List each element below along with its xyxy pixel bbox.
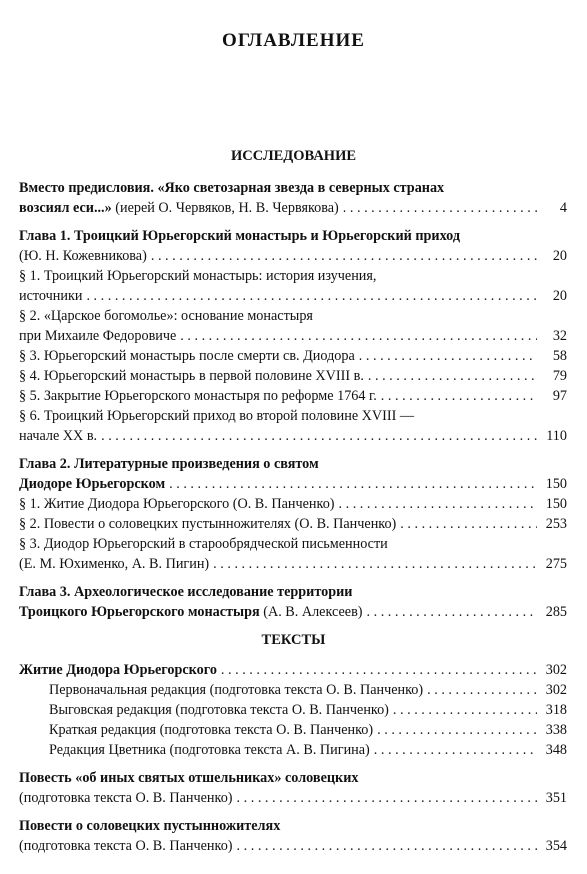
leader-dots	[427, 680, 537, 700]
toc-entry-ch1-s3[interactable]	[19, 346, 567, 366]
toc-entry-text: Краткая редакция (подготовка текста О. В. Панченко)	[49, 722, 374, 738]
toc-entry-preface-line1: Вместо предисловия. «Яко светозарная звезда в северных странах	[19, 180, 445, 196]
page-number: 20	[552, 248, 567, 264]
page-number: 97	[552, 388, 567, 404]
toc-entry-text: § 3. Юрьегорский монастырь после смерти св. Диодора	[19, 348, 355, 364]
leader-dots	[381, 386, 537, 406]
page-number: 275	[545, 556, 567, 572]
leader-dots	[169, 474, 537, 494]
toc-entry-ch3-title: Глава 3. Археологическое исследование территории	[19, 584, 353, 600]
page-number: 302	[545, 662, 567, 678]
toc-entry-text: § 5. Закрытие Юрьегорского монастыря по реформе 1764 г.	[19, 388, 377, 404]
leader-dots	[213, 554, 537, 574]
toc-entry-text: Первоначальная редакция (подготовка текста О. В. Панченко)	[49, 682, 424, 698]
toc-research	[19, 178, 567, 622]
toc-entry-tale1-title: Повесть «об иных святых отшельниках» соловецких	[19, 770, 359, 786]
leader-dots	[374, 740, 537, 760]
page-number: 338	[545, 722, 567, 738]
page-number: 150	[545, 476, 567, 492]
toc-entry-life[interactable]	[19, 660, 567, 680]
toc-entry-ch1-s2-line1: § 2. «Царское богомолье»: основание монастыря	[19, 308, 313, 324]
page-number: 20	[552, 288, 567, 304]
toc-entry-ch1-s5[interactable]	[19, 386, 567, 406]
page-number: 354	[545, 838, 567, 854]
toc-entry-ch3-line2-bold: Троицкого Юрьегорского монастыря	[19, 604, 260, 620]
toc-entry-ch1-s6[interactable]	[19, 426, 567, 446]
page-number: 110	[546, 428, 567, 444]
leader-dots	[343, 198, 537, 218]
toc-entry-life-r2[interactable]	[19, 700, 567, 720]
leader-dots	[359, 346, 537, 366]
leader-dots	[393, 700, 537, 720]
toc-entry-ch2-title: Глава 2. Литературные произведения о святом	[19, 456, 319, 472]
toc-entry-text: Выговская редакция (подготовка текста О. В. Панченко)	[49, 702, 389, 718]
toc-entry-preface-line2-bold: возсиял еси...»	[19, 200, 112, 216]
toc-entry-tale2[interactable]	[19, 836, 567, 856]
toc-entry-tale1[interactable]	[19, 788, 567, 808]
toc-entry-text: при Михаиле Федоровиче	[19, 328, 177, 344]
toc-entry-life-r3[interactable]	[19, 720, 567, 740]
page-number: 4	[559, 200, 567, 216]
toc-entry-ch1-s4[interactable]	[19, 366, 567, 386]
toc-entry-text: (подготовка текста О. В. Панченко)	[19, 838, 233, 854]
toc-entry-preface[interactable]	[19, 198, 567, 218]
toc-entry-preface-authors: (иерей О. Червяков, Н. В. Червякова)	[111, 200, 339, 216]
section-title-texts: ТЕКСТЫ	[261, 632, 326, 648]
toc-entry-text: (подготовка текста О. В. Панченко)	[19, 790, 233, 806]
leader-dots	[368, 366, 537, 386]
leader-dots	[237, 788, 537, 808]
toc-entry-ch2[interactable]	[19, 474, 567, 494]
page-number: 348	[545, 742, 567, 758]
toc-entry-ch1-s2[interactable]	[19, 326, 567, 346]
page-number: 302	[545, 682, 567, 698]
toc-entry-ch1-title: Глава 1. Троицкий Юрьегорский монастырь и Юрьегорский приход	[19, 228, 461, 244]
toc-entry-ch1-s6-line1: § 6. Троицкий Юрьегорский приход во второй половине XVIII —	[19, 408, 415, 424]
toc-entry-text: начале XX в.	[19, 428, 98, 444]
page-number: 253	[545, 516, 567, 532]
page-number: 58	[552, 348, 567, 364]
toc-entry-ch2-s3[interactable]	[19, 554, 567, 574]
toc-texts	[19, 660, 567, 856]
page-number: 150	[545, 496, 567, 512]
section-title-research: ИССЛЕДОВАНИЕ	[230, 148, 357, 164]
toc-entry-ch2-s1[interactable]	[19, 494, 567, 514]
leader-dots	[377, 720, 537, 740]
toc-entry-text: источники	[19, 288, 83, 304]
page-number: 285	[545, 604, 567, 620]
toc-entry-text: § 1. Житие Диодора Юрьегорского (О. В. Панченко)	[19, 496, 335, 512]
leader-dots	[221, 660, 537, 680]
toc-entry-ch1[interactable]	[19, 246, 567, 266]
leader-dots	[367, 602, 538, 622]
leader-dots	[237, 836, 537, 856]
toc-entry-text: Житие Диодора Юрьегорского	[19, 662, 217, 678]
leader-dots	[339, 494, 537, 514]
leader-dots	[151, 246, 537, 266]
leader-dots	[86, 286, 537, 306]
toc-entry-text: Диодоре Юрьегорском	[19, 476, 166, 492]
toc-entry-ch1-s1-line1: § 1. Троицкий Юрьегорский монастырь: история изучения,	[19, 268, 377, 284]
toc-entry-text: § 4. Юрьегорский монастырь в первой половине XVIII в.	[19, 368, 364, 384]
toc-entry-life-r4[interactable]	[19, 740, 567, 760]
toc-entry-ch2-s3-line1: § 3. Диодор Юрьегорский в старообрядческой письменности	[19, 536, 388, 552]
leader-dots	[180, 326, 537, 346]
toc-entry-ch3[interactable]	[19, 602, 567, 622]
page-number: 351	[545, 790, 567, 806]
leader-dots	[400, 514, 537, 534]
page-number: 318	[545, 702, 567, 718]
page-number: 32	[552, 328, 567, 344]
leader-dots	[101, 426, 537, 446]
page-number: 79	[552, 368, 567, 384]
toc-entry-ch1-author: (Ю. Н. Кожевникова)	[19, 248, 147, 264]
toc-entry-tale2-title: Повести о соловецких пустынножителях	[19, 818, 281, 834]
toc-entry-ch3-author: (А. В. Алексеев)	[259, 604, 363, 620]
toc-entry-text: Редакция Цветника (подготовка текста А. В. Пигина)	[49, 742, 370, 758]
toc-entry-life-r1[interactable]	[19, 680, 567, 700]
toc-entry-ch2-s2[interactable]	[19, 514, 567, 534]
toc-entry-text: § 2. Повести о соловецких пустынножителях (О. В. Панченко)	[19, 516, 397, 532]
toc-entry-text: (Е. М. Юхименко, А. В. Пигин)	[19, 556, 210, 572]
toc-entry-ch1-s1[interactable]	[19, 286, 567, 306]
page-title: ОГЛАВЛЕНИЕ	[222, 30, 365, 51]
